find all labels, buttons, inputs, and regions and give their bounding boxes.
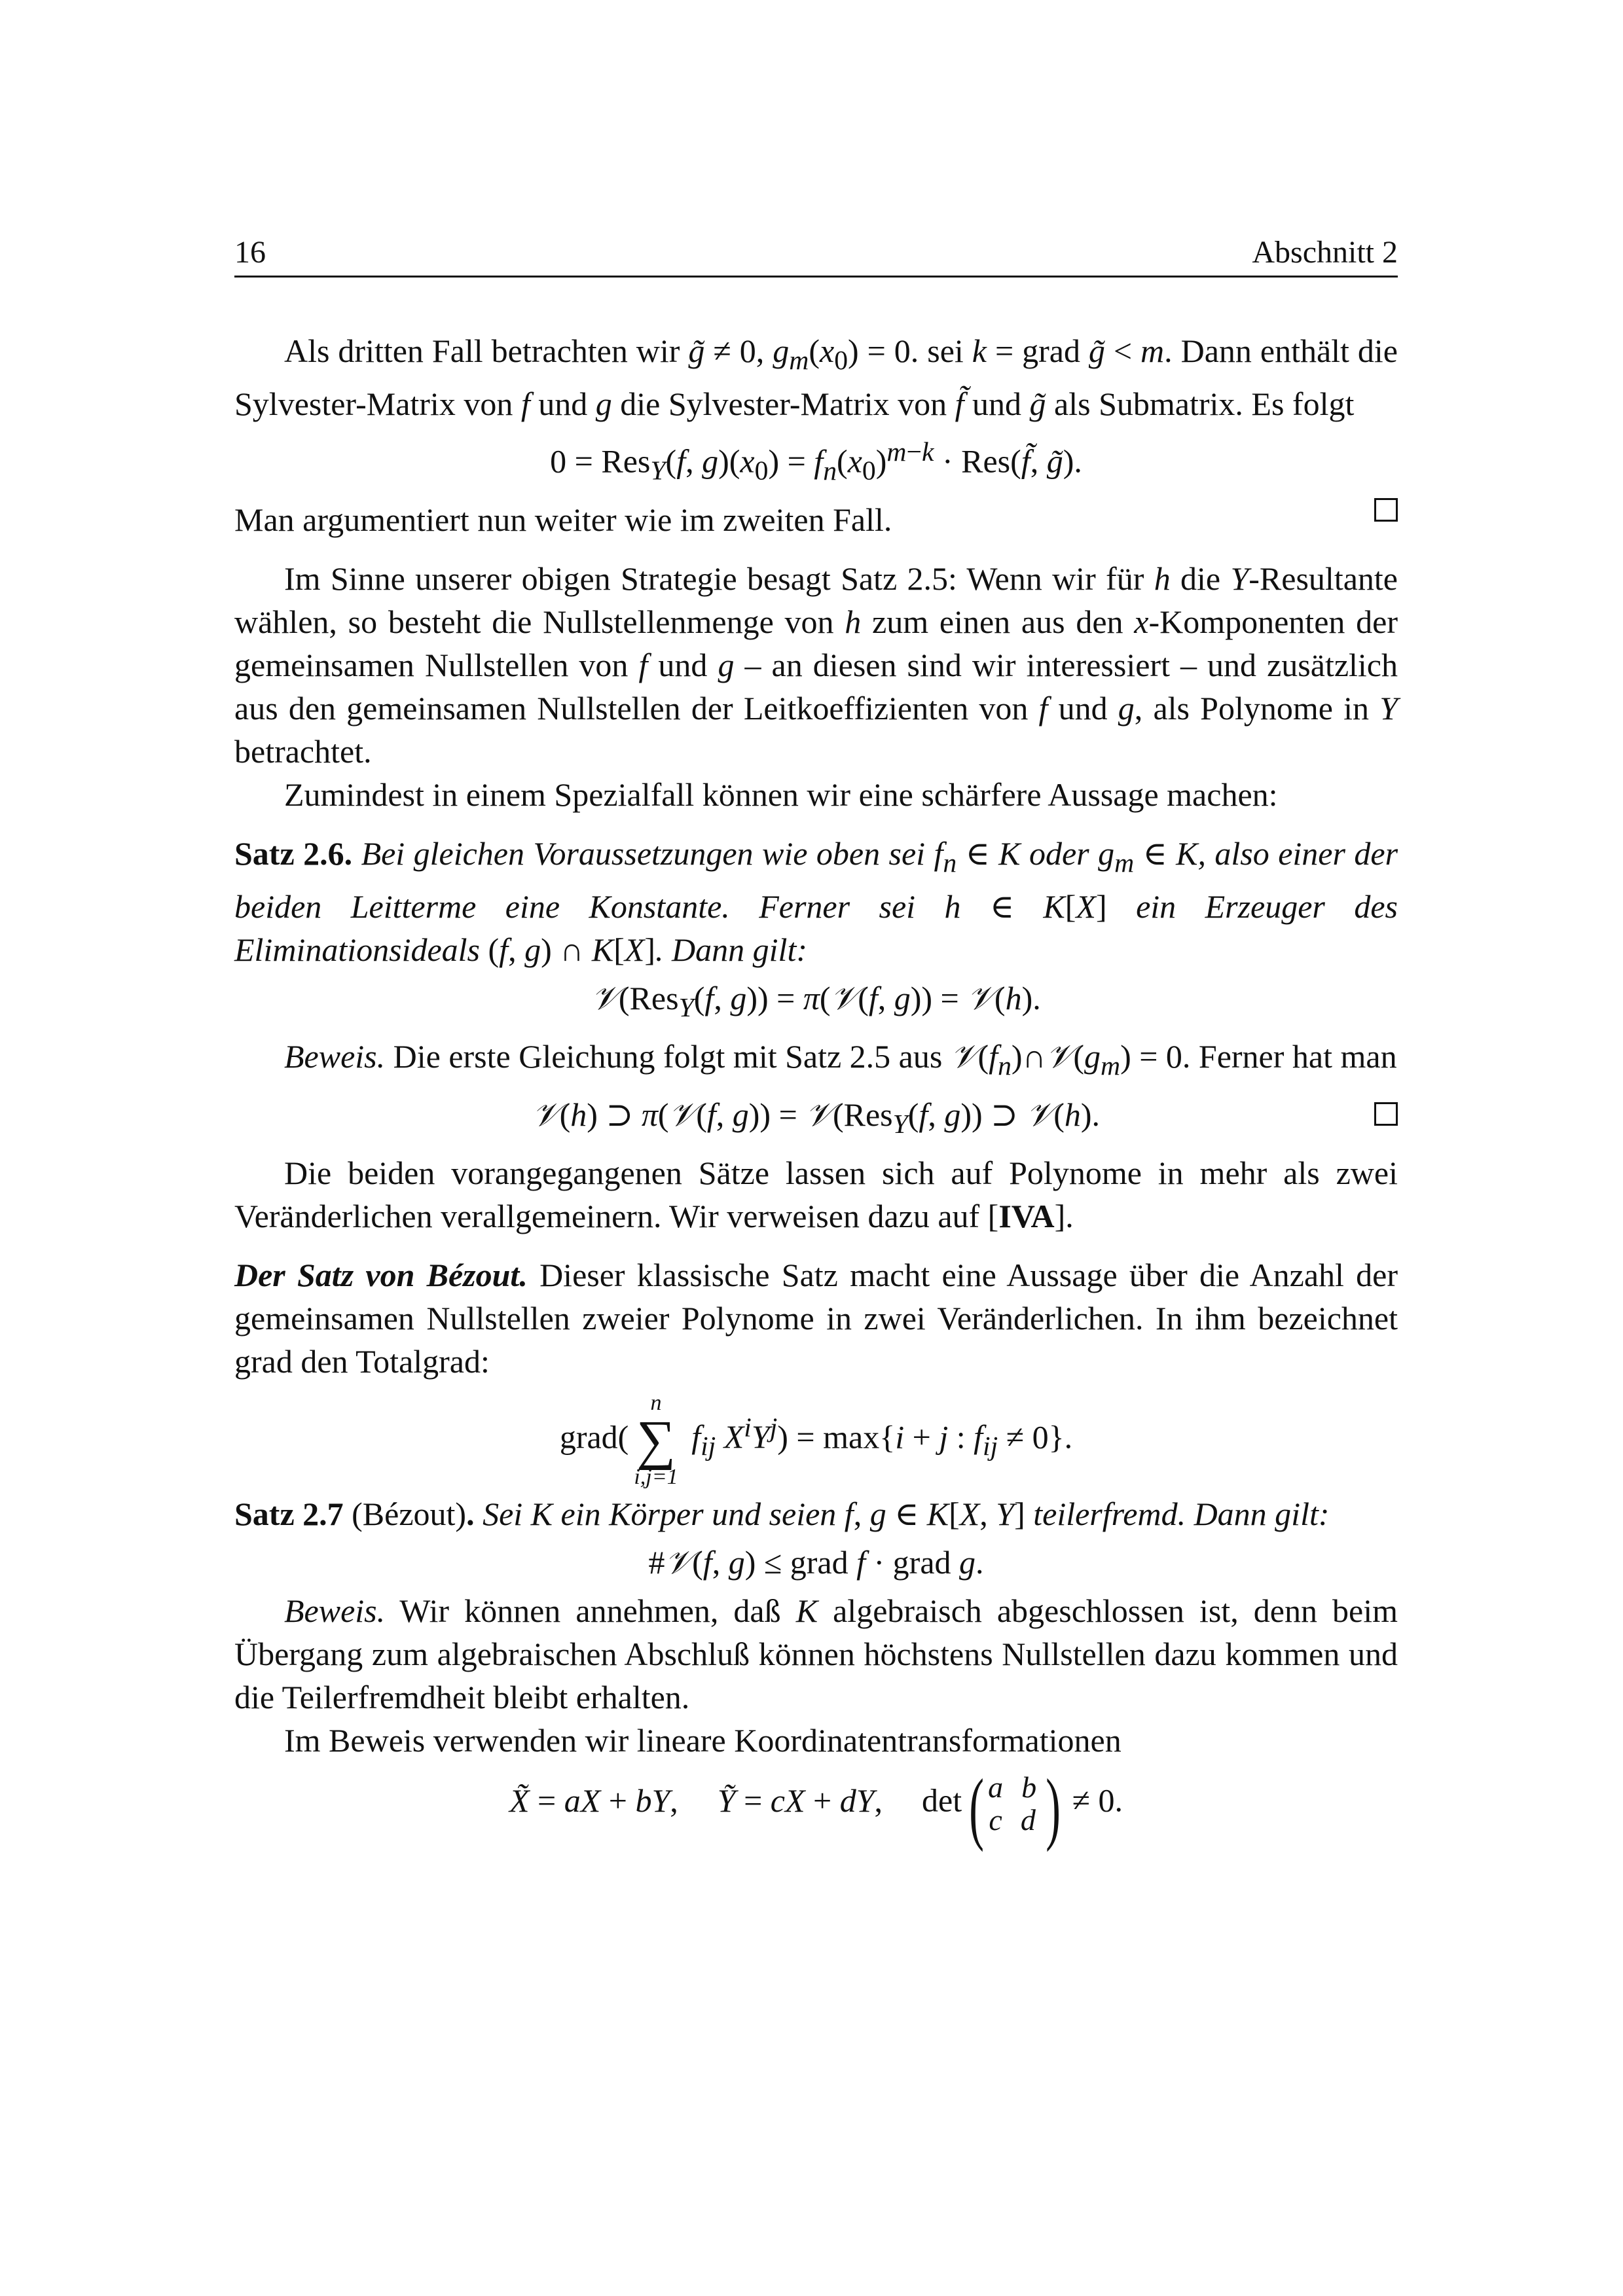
paragraph-argument: Man argumentiert nun weiter wie im zweiten Fall. [234,501,892,538]
paragraph-bezout-intro: Der Satz von Bézout. Dieser klassische Satz macht eine Aussage über die Anzahl der gemeinsamen Nullstellen zweier Polynome in zwei Veränderlichen. In ihm bezeichnet grad den Totalgrad: [234,1256,1398,1380]
equation-proof-2-6: 𝒱(h) ⊃ π(𝒱(f, g)) = 𝒱(Res$_Y$(f, g)) ⊃ 𝒱(h). [234,1093,1398,1146]
page-number: 16 [234,235,266,270]
proof-2-7: Beweis. Wir können annehmen, daß K algebraisch abgeschlossen ist, denn beim Übergang zum algebraischen Abschluß können höchstens Nullstellen dazu kommen und die Teilerfremdheit bleibt erhalten. [234,1592,1398,1716]
equation-coordinate-transform: X̃ = aX + bY, Ỹ = cX + dY, det ( a b c d ) ≠ 0. [509,1763,1123,1853]
matrix-abcd: ( a b c d ) [969,1763,1061,1853]
qed-square-icon [1374,1102,1398,1126]
paragraph-special-case: Zumindest in einem Spezialfall können wir eine schärfere Aussage machen: [284,776,1278,813]
qed-square-icon [1374,498,1398,522]
paragraph-third-case: Als dritten Fall betrachten wir g̃ ≠ 0, $g_m(x_0) = 0$. sei k = grad g̃ < m. Dann enthält die Sylvester-Matrix von f und g die Sylvester-Matrix von f̃ und g̃ als Submatrix. Es folgt [234,332,1398,422]
theorem-2-7: Satz 2.7 (Bézout). Sei K ein Körper und seien f, g ∈ K[X, Y] teilerfremd. Dann gilt: [234,1496,1330,1533]
summation-symbol: n ∑ i,j=1 [634,1390,678,1490]
equation-bezout: #𝒱(f, g) ≤ grad f · grad g. [648,1544,984,1581]
running-header-section: Abschnitt 2 [1252,235,1398,270]
header-rule [234,276,1398,278]
paragraph-strategy: Im Sinne unserer obigen Strategie besagt Satz 2.5: Wenn wir für h die Y-Resultante wählen, so besteht die Nullstellenmenge von h zum einen aus den x-Komponenten der gemeinsamen Nullstellen von f und g – an diesen sind wir interessiert – und zusätzlich aus den gemeinsamen Nullstellen der Leitkoeffizienten von f und g, als Polynome in Y betrachtet. [234,560,1398,770]
page-body [234,329,1398,1853]
paragraph-generalize: Die beiden vorangegangenen Sätze lassen sich auf Polynome in mehr als zwei Veränderlichen verallgemeinern. Wir verweisen dazu auf [IVA]. [234,1154,1398,1234]
paragraph-coordinate-transform: Im Beweis verwenden wir lineare Koordinatentransformationen [284,1722,1122,1759]
theorem-2-6: Satz 2.6. Bei gleichen Voraussetzungen wie oben sei $f_n$ ∈ K oder $g_m$ ∈ K, also einer der beiden Leitterme eine Konstante. Ferner sei h ∈ K[X] ein Erzeuger des Eliminationsideals (f, g) ∩ K[X]. Dann gilt: [234,834,1398,968]
proof-end-line [234,498,1398,541]
proof-2-6: Beweis. Die erste Gleichung folgt mit Satz 2.5 aus $𝒱(f_n)\cap 𝒱(g_m) = 0$. Ferner hat man [284,1037,1397,1081]
equation-theorem-2-6: 𝒱(Res$_Y$(f, g)) = π(𝒱(f, g)) = 𝒱(h). [591,979,1041,1023]
equation-total-degree: grad( n ∑ i,j=1 $f_{ij}$ $X^iY^j) = \max\{i + j$ : $f_{ij} \ne 0$}. [559,1390,1073,1490]
equation-resultant: 0 = Res$_Y$(f, $g)(x_0) = f_n(x_0)^{m-k}$ · Res(f̃, g̃). [550,437,1082,486]
